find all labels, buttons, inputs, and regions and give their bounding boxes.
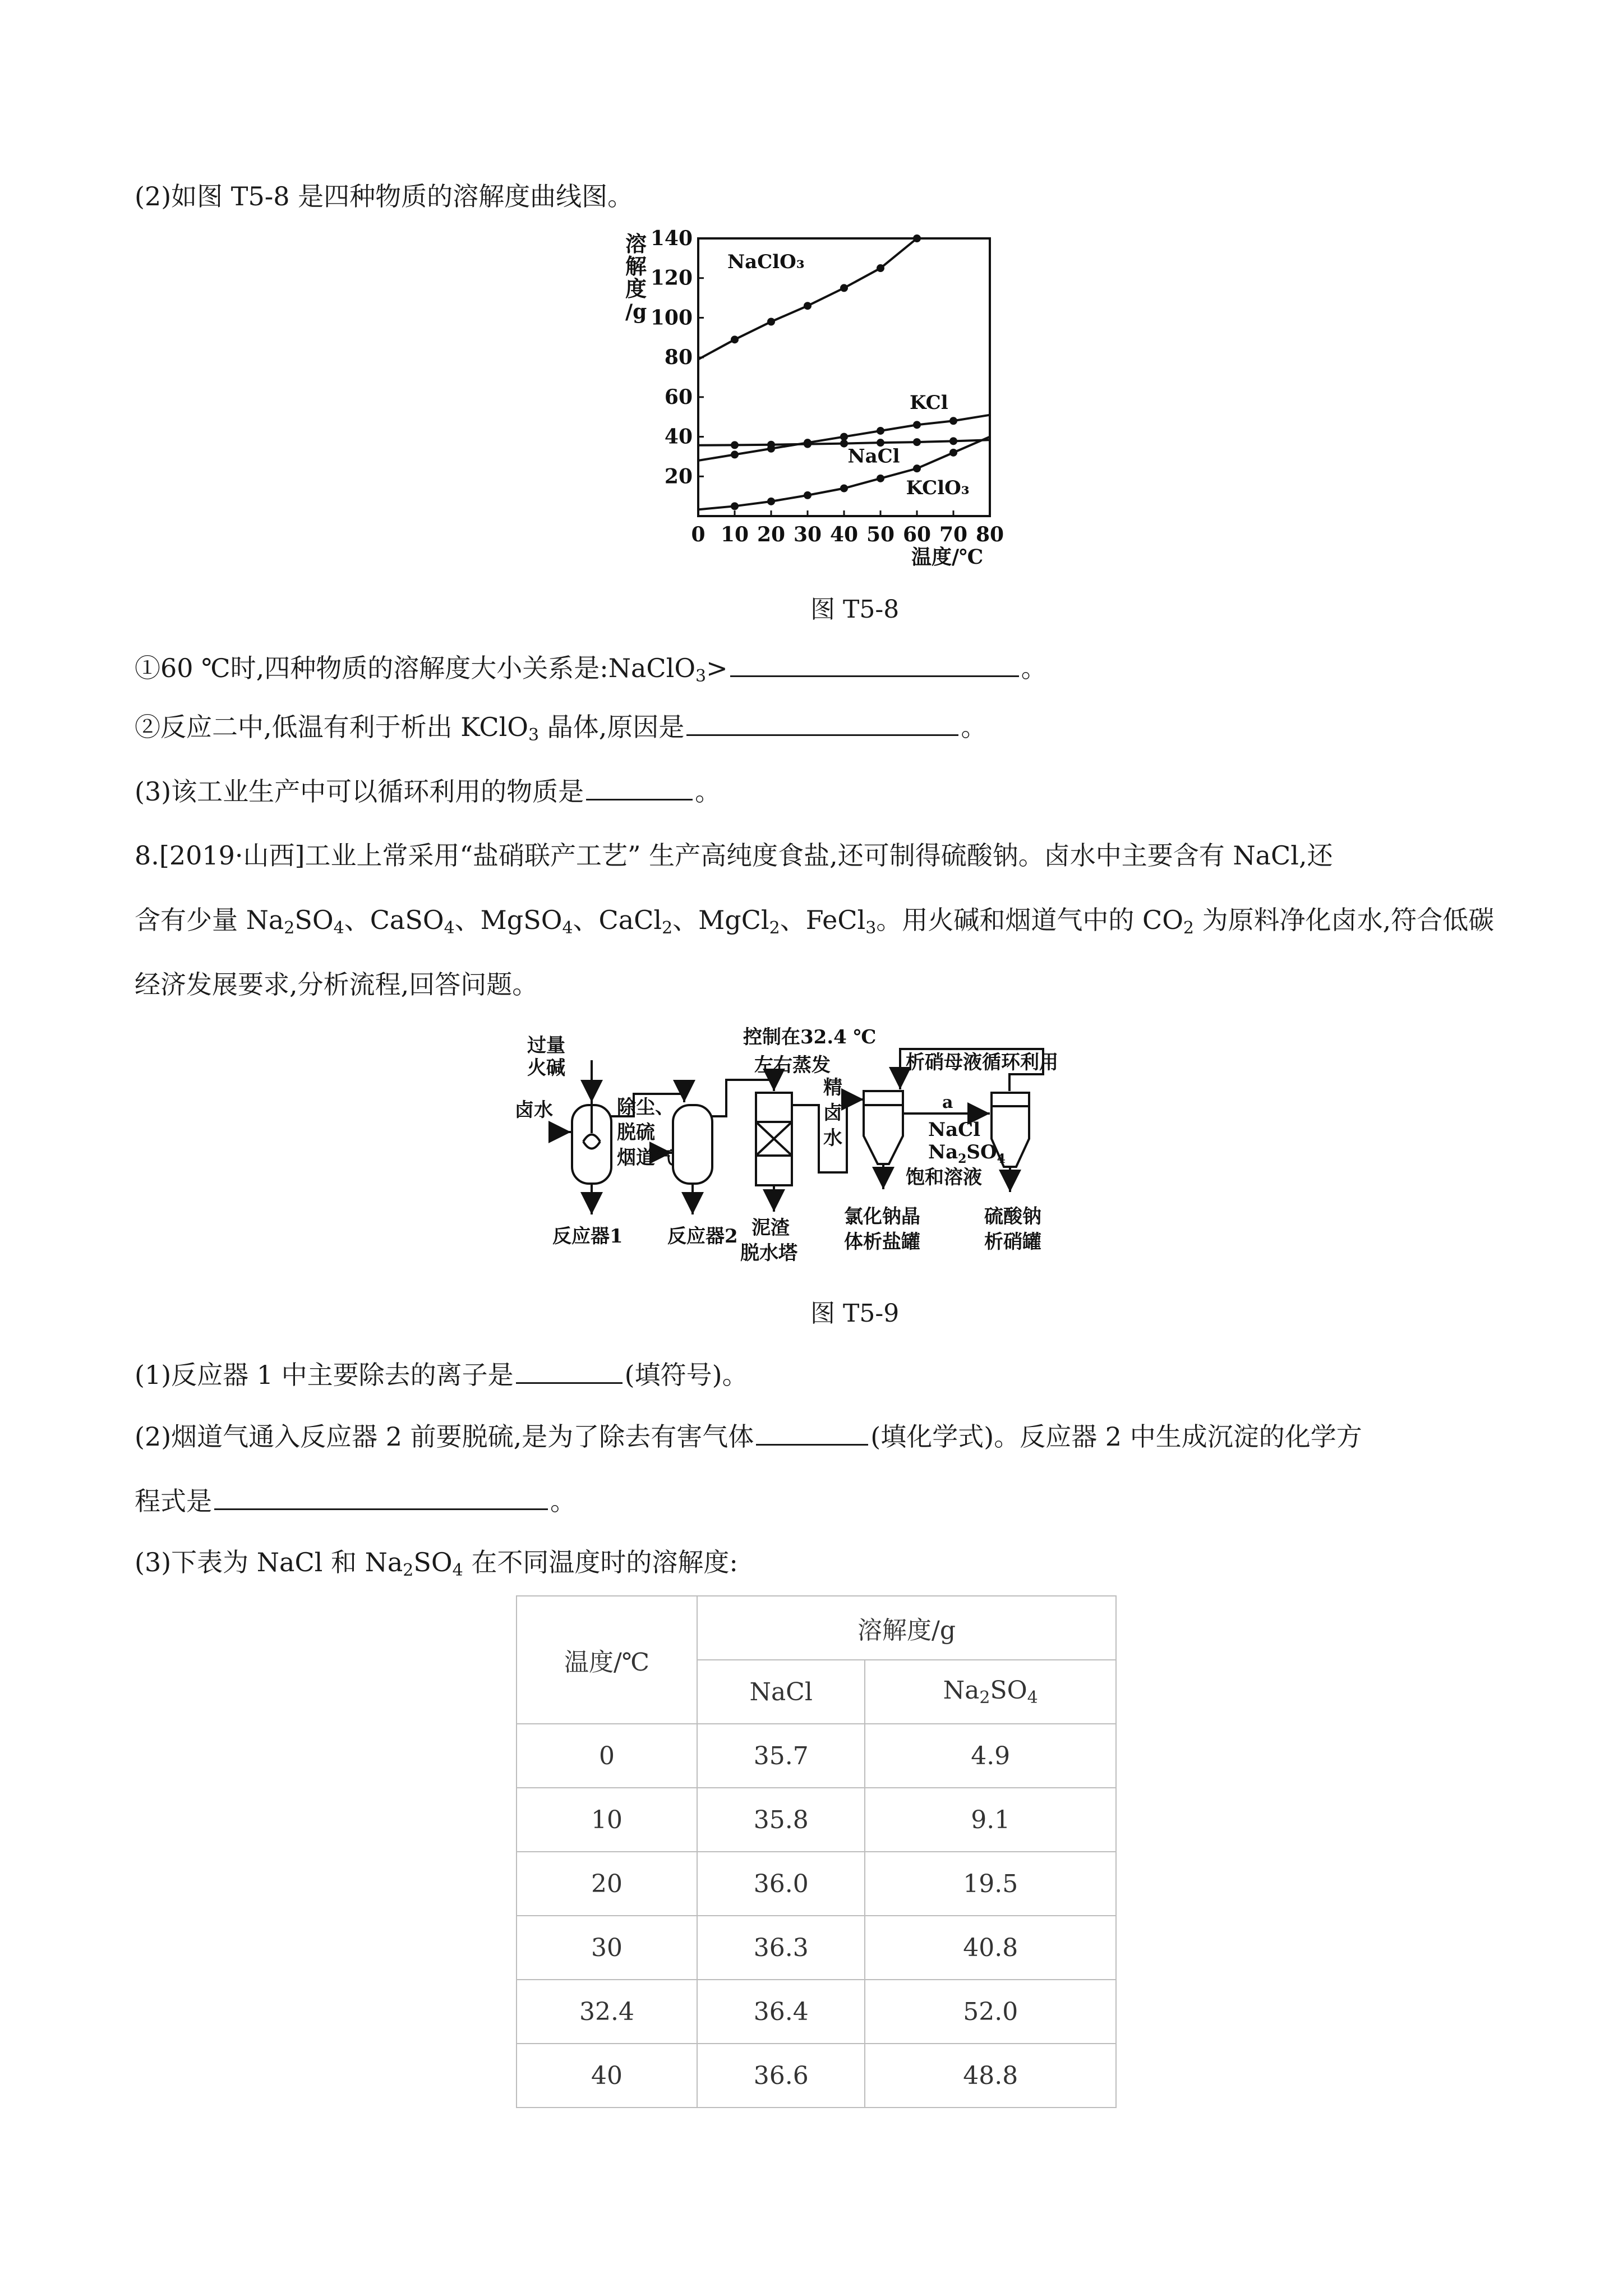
flow-label-lvhua-1: 氯化钠晶 xyxy=(844,1205,920,1228)
y-tick-label: 20 xyxy=(664,464,693,489)
series-label: KCl xyxy=(910,392,948,415)
flow-label-liusuan-1: 硫酸钠 xyxy=(984,1205,1041,1228)
data-point xyxy=(877,475,884,482)
data-point xyxy=(804,302,811,310)
question-8-sub-3: (3)下表为 NaCl 和 $Na_2SO_4$ 在不同温度时的溶解度: xyxy=(135,1547,738,1580)
y-axis-label-2: 解 xyxy=(625,254,647,279)
x-tick-label: 0 xyxy=(691,523,706,546)
solubility-chart xyxy=(608,224,1046,578)
flow-label-lu: 卤 xyxy=(823,1102,842,1124)
cell-nacl: 36.6 xyxy=(697,2044,865,2108)
series-label: KClO₃ xyxy=(906,477,970,500)
header-na2so4: $Na_2SO_4$ xyxy=(865,1660,1116,1724)
flow-label-na2so4: $Na_2SO_4$ xyxy=(928,1141,1006,1166)
flow-label-a: a xyxy=(942,1093,953,1112)
flow-label-lushui: 卤水 xyxy=(515,1099,553,1121)
question-8-line-2: 含有少量 $Na_2SO_4$、CaSO$_4$、MgSO$_4$、CaCl$_2$、MgCl$_2$、FeCl$_3$。用火碱和烟道气中的 $CO_2$ 为原料净化卤水,符合低碳 xyxy=(135,905,1495,938)
question-2-sub-2: ②反应二中,低温有利于析出 KClO$_3$ 晶体,原因是 。 xyxy=(135,710,986,752)
data-point xyxy=(840,440,848,448)
cell-na2so4: 40.8 xyxy=(865,1916,1116,1980)
data-point xyxy=(840,485,848,493)
series-label: NaClO₃ xyxy=(727,251,805,274)
question-2-intro: (2)如图 T5-8 是四种物质的溶解度曲线图。 xyxy=(135,181,634,211)
process-flow-diagram xyxy=(505,1021,1127,1279)
x-tick-label: 30 xyxy=(793,523,822,546)
data-point xyxy=(913,234,921,242)
data-point xyxy=(949,417,957,425)
table-row xyxy=(517,1980,1116,2044)
flow-label-tuoliu: 脱硫 xyxy=(617,1121,655,1144)
flow-label-yandaoqi: 烟道气 xyxy=(617,1147,674,1169)
y-tick-label: 100 xyxy=(650,306,693,330)
x-axis-label: 温度/℃ xyxy=(911,545,984,569)
y-axis-label-3: 度 xyxy=(625,276,647,301)
cell-temp: 20 xyxy=(517,1852,697,1916)
flow-label-jing: 精 xyxy=(823,1076,842,1099)
cell-nacl: 36.0 xyxy=(697,1852,865,1916)
y-tick-label: 80 xyxy=(664,346,693,370)
flow-label-tuoshuita: 脱水塔 xyxy=(740,1242,797,1264)
y-axis-label-1: 溶 xyxy=(625,231,647,256)
data-point xyxy=(731,335,739,343)
question-8-sub-1: (1)反应器 1 中主要除去的离子是 (填符号)。 xyxy=(135,1358,748,1392)
table-row xyxy=(517,1852,1116,1916)
data-point xyxy=(840,433,848,441)
cell-na2so4: 48.8 xyxy=(865,2044,1116,2108)
figure-caption-t5-9: 图 T5-9 xyxy=(810,1299,900,1328)
x-tick-label: 60 xyxy=(902,523,932,546)
table-row xyxy=(517,2044,1116,2108)
cell-na2so4: 52.0 xyxy=(865,1980,1116,2044)
header-nacl: NaCl xyxy=(697,1660,865,1724)
data-point xyxy=(877,427,884,435)
flow-label-shui: 水 xyxy=(823,1127,842,1149)
question-3: (3)该工业生产中可以循环利用的物质是 。 xyxy=(135,774,721,808)
cell-temp: 32.4 xyxy=(517,1980,697,2044)
question-2-sub-1: ①60 ℃时,四种物质的溶解度大小关系是:NaClO$_3$> 。 xyxy=(135,651,1047,693)
data-point xyxy=(877,264,884,272)
figure-caption-t5-8: 图 T5-8 xyxy=(810,595,900,624)
cell-temp: 0 xyxy=(517,1724,697,1788)
x-tick-label: 40 xyxy=(829,523,859,546)
x-tick-label: 70 xyxy=(939,523,968,546)
y-axis-label-4: /g xyxy=(625,300,647,324)
cell-nacl: 36.4 xyxy=(697,1980,865,2044)
header-solubility: 溶解度/g xyxy=(697,1596,1116,1660)
question-8-line-1: 8.[2019·山西]工业上常采用“盐硝联产工艺” 生产高纯度食盐,还可制得硫酸钠。卤水中主要含有 NaCl,还 xyxy=(135,840,1333,871)
answer-blank[interactable] xyxy=(730,651,1019,677)
header-temperature: 温度/℃ xyxy=(517,1596,697,1724)
data-point xyxy=(840,284,848,292)
cell-temp: 30 xyxy=(517,1916,697,1980)
flow-label-xixiao: 析硝母液循环利用 xyxy=(906,1051,1058,1074)
flow-label-huojian: 火碱 xyxy=(527,1057,565,1079)
data-point xyxy=(767,498,775,505)
cell-nacl: 35.8 xyxy=(697,1788,865,1852)
flow-label-lvhua-2: 体析盐罐 xyxy=(844,1231,920,1253)
data-point xyxy=(913,421,921,429)
flow-label-baohe: 饱和溶液 xyxy=(906,1166,982,1189)
plot-frame xyxy=(698,238,990,516)
table-row xyxy=(517,1916,1116,1980)
data-point xyxy=(913,438,921,446)
question-8-line-3: 经济发展要求,分析流程,回答问题。 xyxy=(135,969,538,1000)
flow-label-nacl: NaCl xyxy=(928,1119,981,1141)
flow-label-zuoyou: 左右蒸发 xyxy=(754,1054,831,1076)
cell-na2so4: 19.5 xyxy=(865,1852,1116,1916)
y-tick-label: 140 xyxy=(650,227,693,250)
x-tick-label: 80 xyxy=(975,523,1004,546)
y-tick-label: 40 xyxy=(664,425,693,449)
table-row xyxy=(517,1724,1116,1788)
answer-blank[interactable] xyxy=(686,710,958,736)
reactor-2 xyxy=(673,1105,712,1184)
flow-label-reactor-2: 反应器2 xyxy=(667,1225,738,1248)
series-label: NaCl xyxy=(847,445,900,468)
data-point xyxy=(949,437,957,445)
cell-na2so4: 9.1 xyxy=(865,1788,1116,1852)
solubility-table xyxy=(516,1595,1117,2108)
y-tick-label: 120 xyxy=(650,266,693,290)
flow-label-nizha: 泥渣 xyxy=(751,1217,790,1239)
data-point xyxy=(767,318,775,326)
cell-temp: 10 xyxy=(517,1788,697,1852)
data-point xyxy=(804,440,811,448)
y-tick-label: 60 xyxy=(664,385,693,409)
table-row xyxy=(517,1788,1116,1852)
flow-label-guoliang: 过量 xyxy=(527,1034,565,1057)
flow-label-chuchen: 除尘、 xyxy=(617,1096,674,1119)
data-point xyxy=(731,450,739,458)
data-point xyxy=(767,441,775,449)
cell-na2so4: 4.9 xyxy=(865,1724,1116,1788)
x-tick-label: 20 xyxy=(757,523,786,546)
data-point xyxy=(949,449,957,457)
question-8-sub-2-cont: 程式是 。 xyxy=(135,1484,576,1518)
question-8-sub-2: (2)烟道气通入反应器 2 前要脱硫,是为了除去有害气体 (填化学式)。反应器 2 中生成沉淀的化学方 xyxy=(135,1419,1362,1453)
cell-temp: 40 xyxy=(517,2044,697,2108)
answer-blank[interactable] xyxy=(214,1484,548,1510)
x-tick-label: 50 xyxy=(866,523,895,546)
data-point xyxy=(731,441,739,449)
flow-label-liusuan-2: 析硝罐 xyxy=(984,1231,1041,1253)
data-point xyxy=(731,502,739,510)
data-point xyxy=(913,464,921,472)
answer-blank[interactable] xyxy=(586,774,693,800)
answer-blank[interactable] xyxy=(756,1419,868,1446)
data-point xyxy=(804,491,811,499)
answer-blank[interactable] xyxy=(516,1358,623,1384)
flow-label-ctrl: 控制在32.4 ℃ xyxy=(743,1026,877,1048)
x-tick-label: 10 xyxy=(720,523,749,546)
cell-nacl: 36.3 xyxy=(697,1916,865,1980)
salt-tank xyxy=(864,1091,903,1164)
flow-label-reactor-1: 反应器1 xyxy=(552,1225,623,1248)
cell-nacl: 35.7 xyxy=(697,1724,865,1788)
